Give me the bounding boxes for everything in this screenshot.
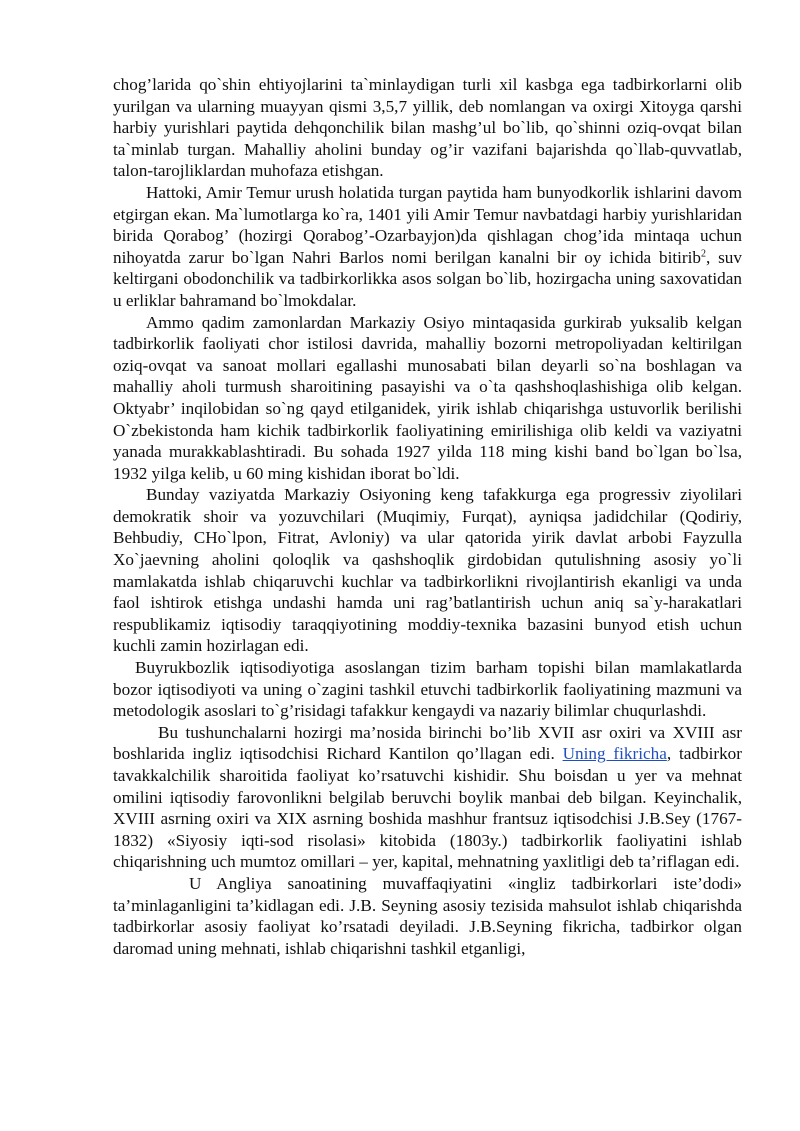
paragraph-2-text-cont: , suv keltirgani obodonchilik va tadbirkorlikka asos solgan bo`lib, hozirgacha uning saxovatidan u erliklar bahramand bo`lmokdalar.	[113, 247, 742, 310]
paragraph-2	[113, 182, 742, 312]
paragraph-3: Ammo qadim zamonlardan Markaziy Osiyo mintaqasida gurkirab yuksalib kelgan tadbirkorlik faoliyati chor istilosi davrida, mahalliy bozorni metropoliyadan keltirilgan oziq-ovqat va sanoat mollari egallashi munosabati bilan deyarli so`na boshlagan va mahalliy aholi turmush sharoitining pasayishi va o`ta qashshoqlashishiga olib kelgan. Oktyabr’ inqilobidan so`ng qayd etilganidek, yirik ishlab chiqarishga ustuvorlik berilishi O`zbekistonda ham kichik tadbirkorlik faoliyatining emirilishiga olib keldi va vaziyatni yanada murakkablashtiradi. Bu sohada 1927 yilda 118 ming kishi band bo`lgan bo`lsa, 1932 yilga kelib, u 60 ming kishidan iborat bo`ldi.	[113, 312, 742, 483]
paragraph-6	[113, 722, 742, 873]
uning-fikricha-link[interactable]: Uning fikricha	[562, 744, 667, 764]
paragraph-5: Buyrukbozlik iqtisodiyotiga asoslangan tizim barham topishi bilan mamlakatlarda bozor iqtisodiyoti va uning o`zagini tashkil etuvchi tadbirkorlik faoliyatining mazmuni va metodologik asoslari to`g’risidagi tafakkur kengaydi va nazariy bilimlar chuqurlashdi.	[113, 658, 742, 721]
paragraph-4: Bunday vaziyatda Markaziy Osiyoning keng tafakkurga ega progressiv ziyolilari demokratik shoir va yozuvchilari (Muqimiy, Furqat), ayniqsa jadidchilar (Qodiriy, Behbudiy, CHo`lpon, Fitrat, Avloniy) va ular qatorida yirik davlat arbobi Fayzulla Xo`jaevning aholini qoloqlik va qashshoqlik girdobidan qutulishning asosiy yo`li mamlakatda ishlab chiqaruvchi kuchlar va tadbirkorlikni rivojlantirish ekanligi va unda faol ishtirok etishga undashi hamda uni rag’batlantirish uchun aniq sa`y-harakatlari respublikamiz iqtisodiy taraqqiyotining moddiy-texnika bazasini bunyod etish uchun kuchli zamin hozirlagan edi.	[113, 485, 742, 656]
document-page	[113, 74, 742, 959]
footnote-marker[interactable]: 2	[701, 248, 706, 260]
paragraph-6-text-cont: , tadbirkor tavakkalchilik sharoitida faoliyat ko’rsatuvchi kishidir. Shu boisdan u yer va mehnat omilini iqtisodiy farovonlikni belgilab beruvchi boylik manbai deb bilgan. Keyinchalik, XVIII asrning oxiri va XIX asrning boshida mashhur frantsuz iqtisodchisi J.B.Sey (1767-1832) «Siyosiy iqti-sod risolasi» kitobida (1803y.) tadbirkorlik faoliyatini ishlab chiqarishning uch mumtoz omillari – yer, kapital, mehnatning yaxlitligi deb ta’riflagan edi.	[113, 744, 742, 872]
paragraph-1: chog’larida qo`shin ehtiyojlarini ta`minlaydigan turli xil kasbga ega tadbirkorlarni olib yurilgan va ularning muayyan qismi 3,5,7 yillik, deb nomlangan va oxirgi Xitoyga qarshi harbiy yurishlari paytida dehqonchilik bilan mashg’ul bo`lib, qo`shinni oziq-ovqat bilan ta`minlab turgan. Mahalliy aholini bunday og’ir vazifani bajarishda qo`llab-quvvatlab, talon-tarojliklardan muhofaza etishgan.	[113, 75, 742, 181]
paragraph-7: U Angliya sanoatining muvaffaqiyatini «ingliz tadbirkorlari iste’dodi» ta’minlaganligini ta’kidlagan edi. J.B. Seyning asosiy tezisida mahsulot ishlab chiqarishda tadbirkorlar asosiy faoliyat ko’rsatadi deyiladi. J.B.Seyning fikricha, tadbirkor olgan daromad uning mehnati, ishlab chiqarishni tashkil etganligi,	[113, 873, 742, 958]
paragraph-6-text: Bu tushunchalarni hozirgi ma’nosida birinchi bo’lib XVII asr oxiri va XVIII asr boshlarida ingliz iqtisodchisi Richard Kantilon qo’llagan edi.	[113, 722, 742, 764]
paragraph-2-text: Hattoki, Amir Temur urush holatida turgan paytida ham bunyodkorlik ishlarini davom etgirgan ekan. Ma`lumotlarga ko`ra, 1401 yili Amir Temur navbatdagi harbiy yurishlaridan birida Qorabog’ (hozirgi Qorabog’-Ozarbayjon)da qishlagan chog’ida mintaqa uchun nihoyatda zarur bo`lgan Nahri Barlos nomi berilgan kanalni bir oy ichida bitirib	[113, 182, 742, 267]
